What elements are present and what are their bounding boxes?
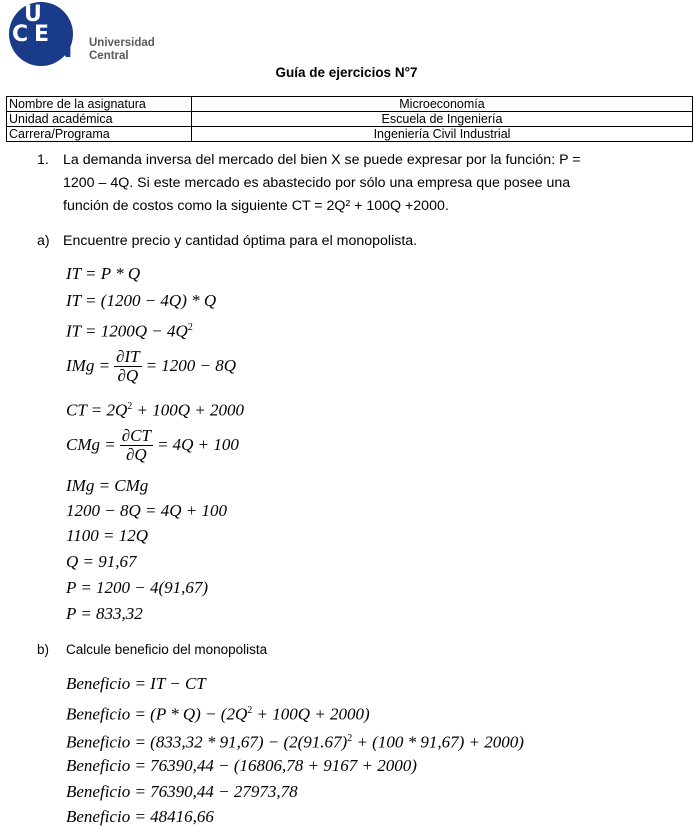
equation-fraction: IMg = $\frac{\partial IT}{\partial Q}$ = 1200 − 8Q <box>66 346 237 385</box>
course-info-table <box>6 96 693 142</box>
table-cell-value: Ingeniería Civil Industrial <box>192 127 693 142</box>
equation: IMg = CMg <box>66 476 149 495</box>
problem-line: La demanda inversa del mercado del bien X se puede expresar por la función: P = <box>63 152 581 168</box>
part-a-text: Encuentre precio y cantidad óptima para el monopolista. <box>63 233 418 249</box>
problem-line: función de costos como la siguiente CT = 2Q² + 100Q +2000. <box>63 198 449 214</box>
table-cell-value: Escuela de Ingeniería <box>192 112 693 127</box>
logo-letter-u: U <box>24 2 42 27</box>
equation: Beneficio = 76390,44 − (16806,78 + 9167 + 2000) <box>66 756 417 775</box>
table-row <box>7 97 693 112</box>
equation: IT = $1200Q - 4Q^2$ <box>66 321 193 341</box>
logo-letter-e: E <box>34 22 50 47</box>
equation: Beneficio = 76390,44 − 27973,78 <box>66 782 298 801</box>
equation: Beneficio = 48416,66 <box>66 807 214 826</box>
fraction: $\frac{\partial IT}{\partial Q}$ <box>116 346 140 385</box>
fraction: $\frac{\partial CT}{\partial Q}$ <box>121 425 151 464</box>
equation: IT = P * Q <box>66 264 141 283</box>
table-cell-label: Nombre de la asignatura <box>7 97 192 112</box>
equation: Beneficio = $(P * Q) - (2Q^2 + 100Q + 2000)$ <box>66 704 370 724</box>
table-cell-value: Microeconomía <box>192 97 693 112</box>
logo-letter-c: C <box>12 22 29 47</box>
problem-text <box>63 149 688 218</box>
page-title: Guía de ejercicios N°7 <box>275 65 418 80</box>
table-cell-label: Unidad académica <box>7 112 192 127</box>
equation: Q = 91,67 <box>66 552 137 571</box>
part-a-label: a) <box>37 233 50 249</box>
logo-letter-n: N <box>54 38 73 63</box>
equation: Beneficio = $(833,32 * 91,67) - (2(91.67)^2 + (100 * 91,67) + 2000)$ <box>66 732 524 752</box>
table-cell-label: Carrera/Programa <box>7 127 192 142</box>
logo-line-1: Universidad <box>89 37 155 49</box>
part-b-text: Calcule beneficio del monopolista <box>66 642 268 657</box>
logo-line-2: Central <box>89 50 129 62</box>
table-row <box>7 127 693 142</box>
equation: IT = (1200 − 4Q) * Q <box>66 291 217 310</box>
university-logo <box>0 0 165 66</box>
equation: P = 833,32 <box>66 604 143 623</box>
table-row <box>7 112 693 127</box>
equation: 1200 − 8Q = 4Q + 100 <box>66 501 227 520</box>
equation-fraction: CMg = $\frac{\partial CT}{\partial Q}$ = 4Q + 100 <box>66 425 239 464</box>
part-b-label: b) <box>37 642 50 657</box>
problem-number: 1. <box>37 152 49 168</box>
equation: CT = $2Q^2 + 100Q + 2000$ <box>66 400 244 420</box>
problem-line: 1200 – 4Q. Si este mercado es abastecido por sólo una empresa que posee una <box>63 175 571 191</box>
equation: Beneficio = IT − CT <box>66 674 206 693</box>
equation: 1100 = 12Q <box>66 526 148 545</box>
equation: P = 1200 − 4(91,67) <box>66 578 209 597</box>
